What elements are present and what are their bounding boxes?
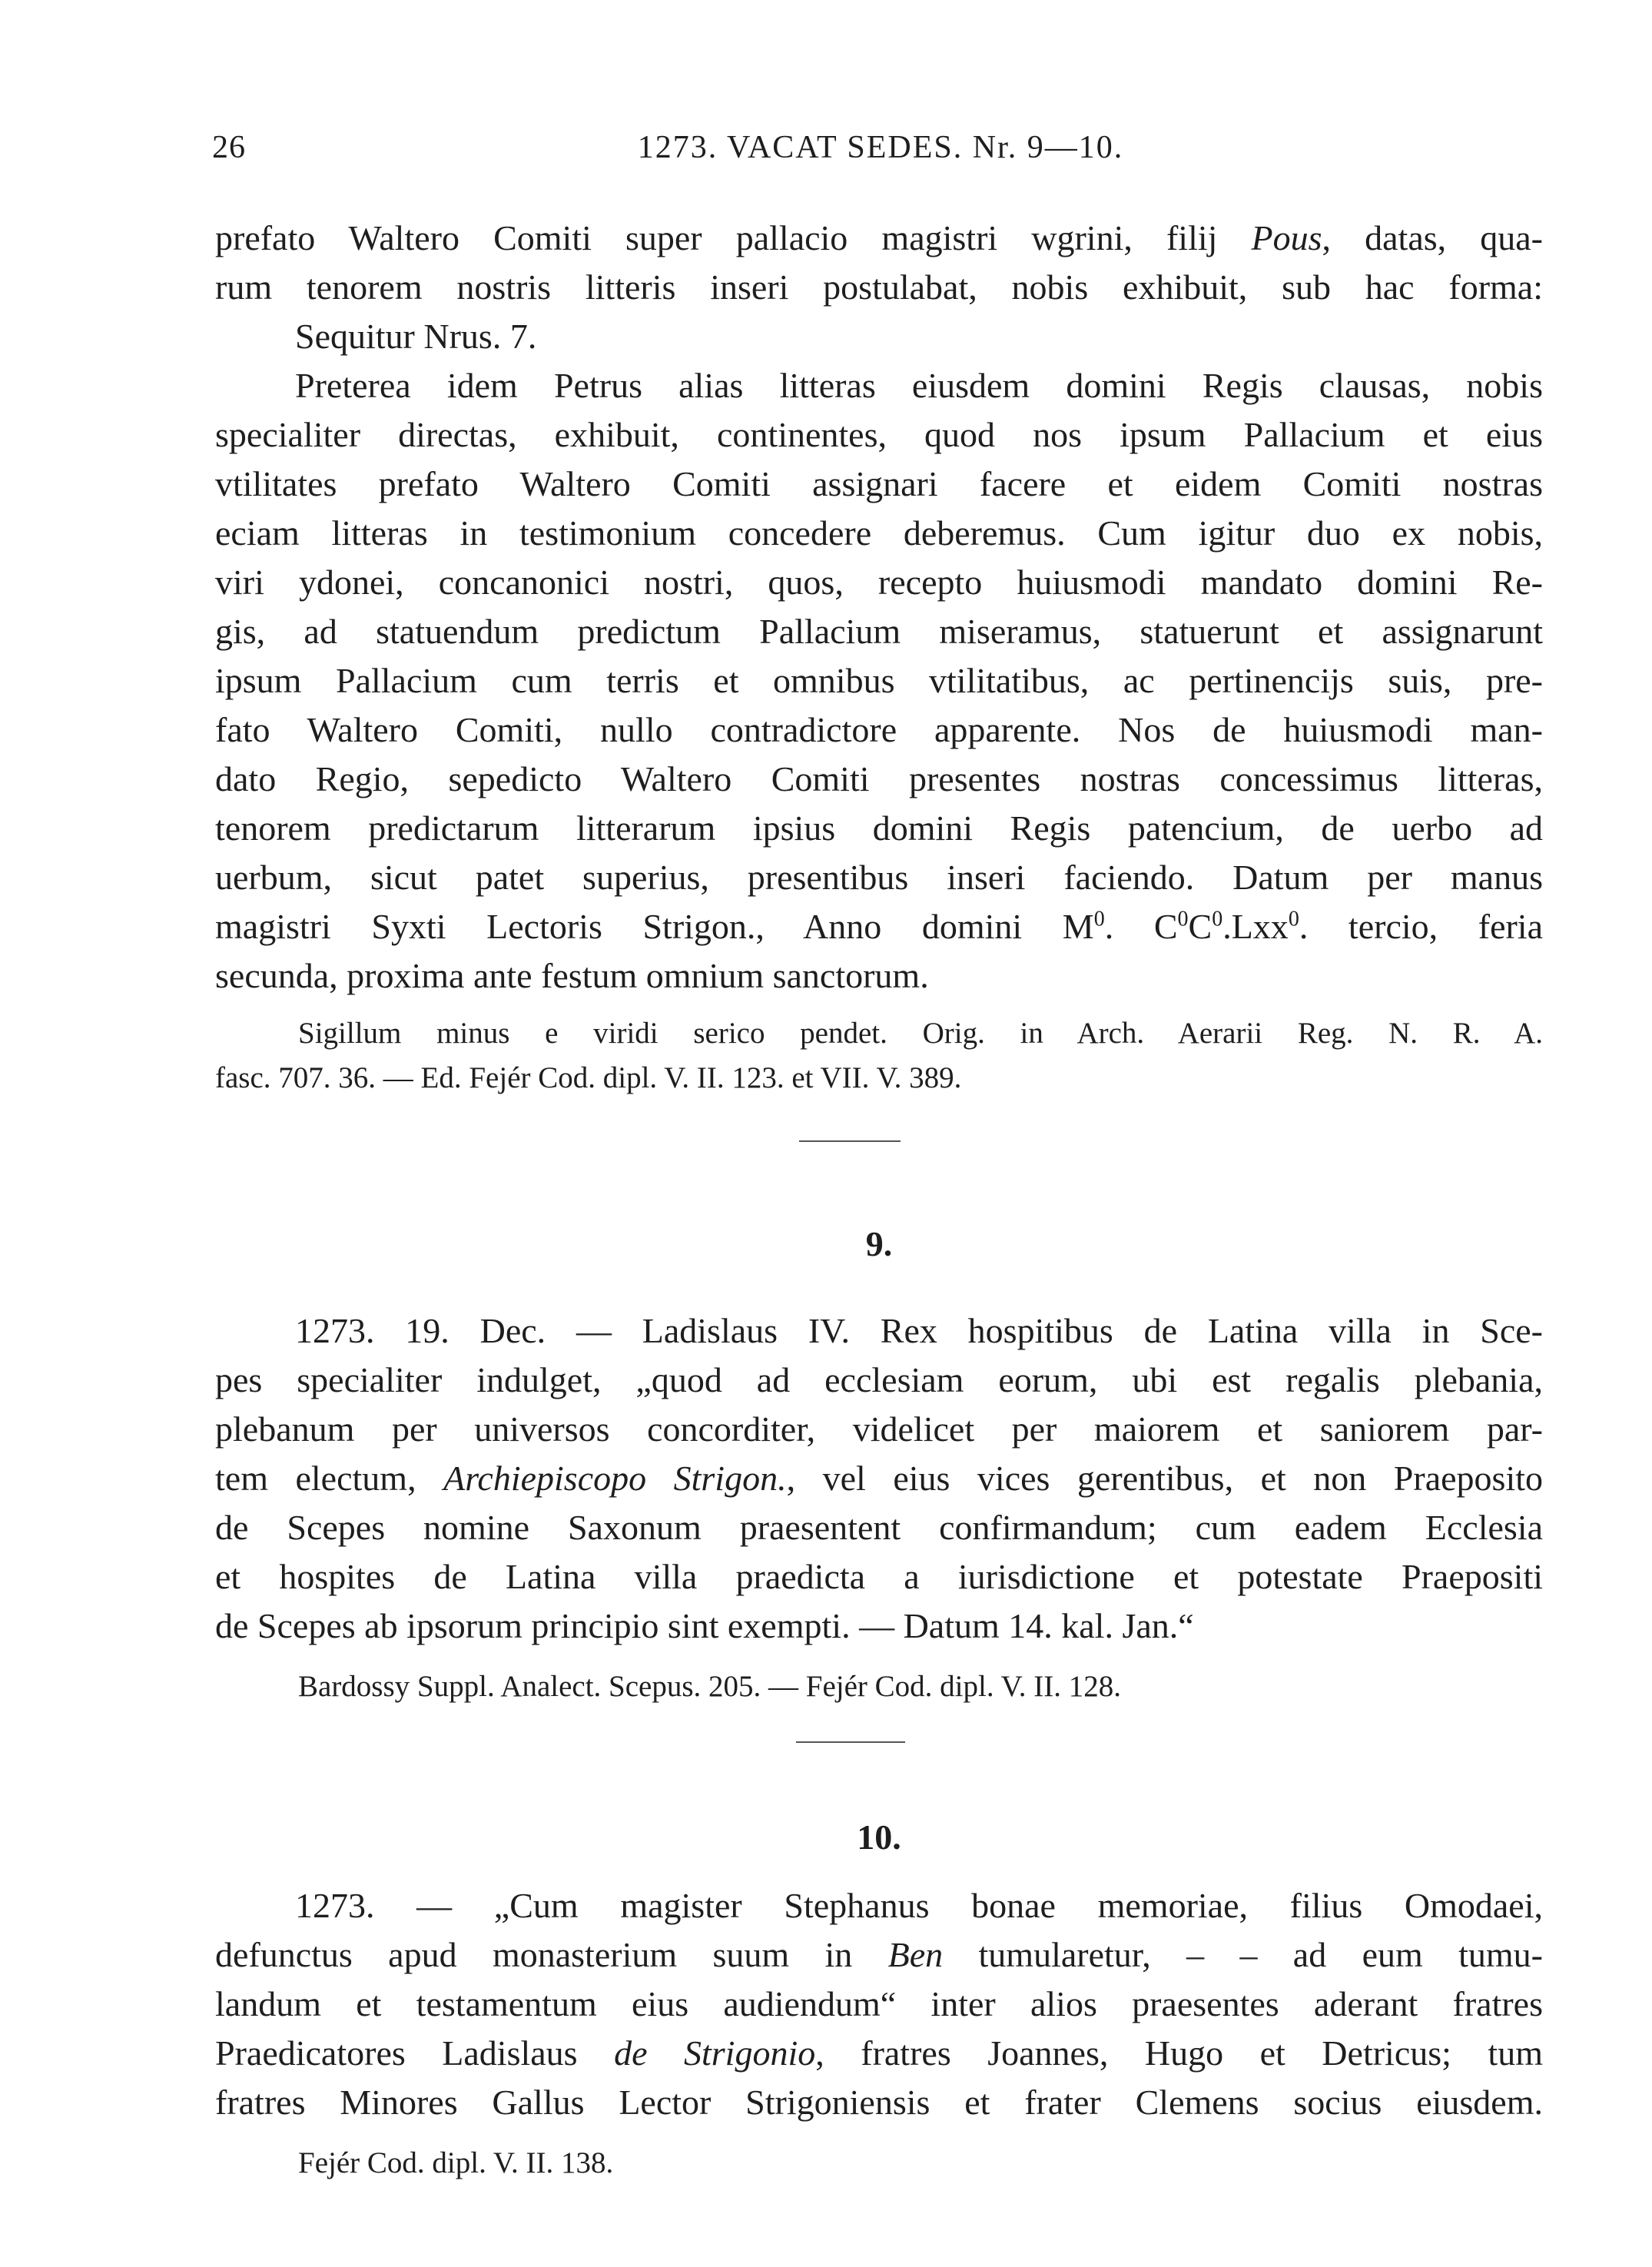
page-header-title: 1273. VACAT SEDES. Nr. 9—10. bbox=[637, 130, 1124, 165]
text-line: tenorem predictarum litterarum ipsius domini Regis patencium, de uerbo ad bbox=[215, 808, 1543, 848]
text-line: 1273. 19. Dec. — Ladislaus IV. Rex hospitibus de Latina villa in Sce- bbox=[295, 1311, 1543, 1350]
text-line: secunda, proxima ante festum omnium sanctorum. bbox=[215, 956, 929, 995]
text-line: et hospites de Latina villa praedicta a iurisdictione et potestate Praepositi bbox=[215, 1557, 1543, 1596]
text-line: magistri Syxti Lectoris Strigon., Anno domini $M^0$. $C^0C^0.Lxx^0$. tercio, feria bbox=[215, 907, 1544, 946]
text-line: Praedicatores Ladislaus de Strigonio, fratres Joannes, Hugo et Detricus; tum bbox=[215, 2033, 1543, 2073]
text-line: plebanum per universos concorditer, videlicet per maiorem et saniorem par- bbox=[215, 1409, 1543, 1449]
text-line: pes specialiter indulget, „quod ad ecclesiam eorum, ubi est regalis plebania, bbox=[215, 1360, 1543, 1399]
text-line: fratres Minores Gallus Lector Strigoniensis et frater Clemens socius eiusdem. bbox=[215, 2083, 1543, 2122]
text-line: defunctus apud monasterium suum in Ben tumularetur, – – ad eum tumu- bbox=[215, 1935, 1543, 1974]
text-line: uerbum, sicut patet superius, presentibus inseri faciendo. Datum per manus bbox=[215, 858, 1543, 897]
text-line: prefato Waltero Comiti super pallacio magistri wgrini, filij Pous, datas, qua- bbox=[215, 218, 1543, 257]
text-line: landum et testamentum eius audiendum“ inter alios praesentes aderant fratres bbox=[215, 1984, 1543, 2023]
source-note bbox=[215, 1665, 1543, 1709]
note-line: fasc. 707. 36. — Ed. Fejér Cod. dipl. V. II. 123. et VII. V. 389. bbox=[215, 1061, 962, 1094]
entry-number: 10. bbox=[857, 1817, 901, 1857]
section-divider bbox=[796, 1741, 905, 1743]
entry-number: 9. bbox=[865, 1224, 893, 1263]
text-line: ipsum Pallacium cum terris et omnibus vtilitatibus, ac pertinencijs suis, pre- bbox=[215, 661, 1543, 700]
text-line: 1273. — „Cum magister Stephanus bonae memoriae, filius Omodaei, bbox=[295, 1886, 1543, 1925]
text-line: de Scepes nomine Saxonum praesentent confirmandum; cum eadem Ecclesia bbox=[215, 1508, 1543, 1547]
section-divider bbox=[799, 1140, 901, 1142]
source-note bbox=[215, 1011, 1543, 1100]
note-line: Fejér Cod. dipl. V. II. 138. bbox=[298, 2146, 614, 2179]
text-line: tem electum, Archiepiscopo Strigon., vel eius vices gerentibus, et non Praeposito bbox=[215, 1459, 1544, 1498]
source-note bbox=[215, 2141, 1543, 2186]
text-line: fato Waltero Comiti, nullo contradictore apparente. Nos de huiusmodi man- bbox=[215, 710, 1543, 749]
note-line: Sigillum minus e viridi serico pendet. Orig. in Arch. Aerarii Reg. N. R. A. bbox=[298, 1017, 1543, 1050]
text-line: Sequitur Nrus. 7. bbox=[295, 317, 537, 356]
entry-9-paragraph bbox=[215, 1306, 1543, 1651]
text-line: de Scepes ab ipsorum principio sint exempti. — Datum 14. kal. Jan.“ bbox=[215, 1606, 1194, 1645]
entry-10-paragraph bbox=[215, 1881, 1543, 2127]
text-line: Preterea idem Petrus alias litteras eiusdem domini Regis clausas, nobis bbox=[295, 366, 1543, 405]
continuation-paragraph bbox=[215, 214, 1543, 1001]
text-line: eciam litteras in testimonium concedere deberemus. Cum igitur duo ex nobis, bbox=[215, 513, 1543, 553]
text-line: vtilitates prefato Waltero Comiti assignari facere et eidem Comiti nostras bbox=[215, 464, 1543, 503]
running-head bbox=[212, 129, 1549, 175]
text-line: rum tenorem nostris litteris inseri postulabat, nobis exhibuit, sub hac forma: bbox=[215, 267, 1543, 307]
note-line: Bardossy Suppl. Analect. Scepus. 205. — Fejér Cod. dipl. V. II. 128. bbox=[298, 1670, 1122, 1703]
text-line: viri ydonei, concanonici nostri, quos, recepto huiusmodi mandato domini Re- bbox=[215, 563, 1543, 602]
text-line: gis, ad statuendum predictum Pallacium miseramus, statuerunt et assignarunt bbox=[215, 612, 1543, 651]
text-line: dato Regio, sepedicto Waltero Comiti presentes nostras concessimus litteras, bbox=[215, 759, 1543, 798]
page-number: 26 bbox=[212, 130, 246, 165]
text-line: specialiter directas, exhibuit, continentes, quod nos ipsum Pallacium et eius bbox=[215, 415, 1543, 454]
